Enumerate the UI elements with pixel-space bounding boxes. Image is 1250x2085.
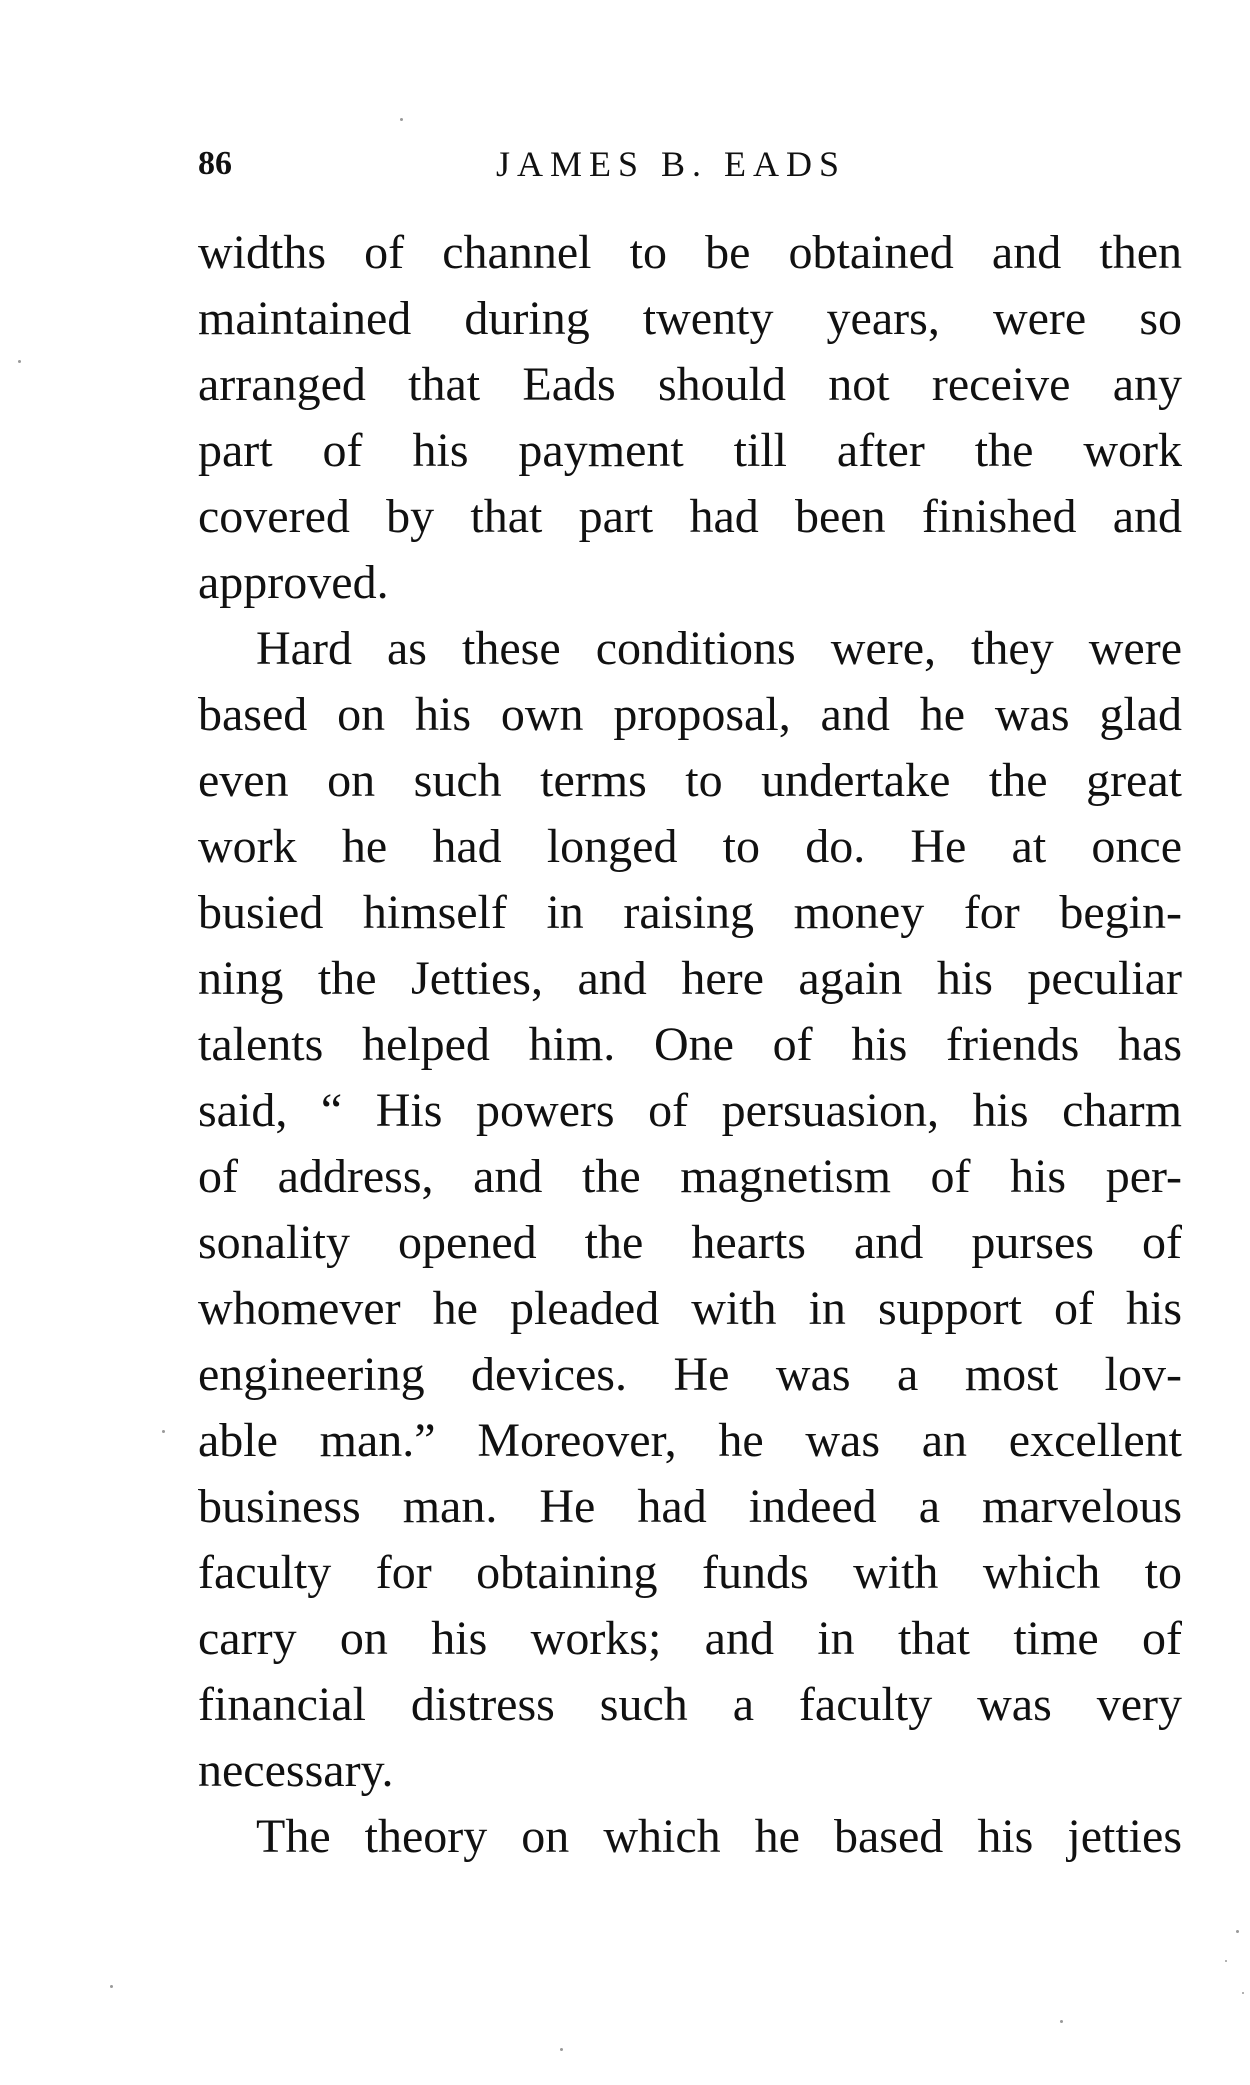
text-line: approved. xyxy=(198,556,389,609)
text-line: business man. He had indeed a marvelous xyxy=(198,1480,1182,1533)
text-line: faculty for obtaining funds with which to xyxy=(198,1546,1182,1599)
text-line: ning the Jetties, and here again his peculiar xyxy=(198,952,1182,1005)
scan-speck xyxy=(1242,1992,1244,1994)
text-line: The theory on which he based his jetties xyxy=(256,1810,1182,1863)
page-header xyxy=(198,140,1178,188)
body-text xyxy=(198,220,1182,1870)
text-line: sonality opened the hearts and purses of xyxy=(198,1216,1182,1269)
text-line: arranged that Eads should not receive any xyxy=(198,358,1182,411)
scan-speck xyxy=(110,1985,113,1988)
scan-speck xyxy=(1060,2020,1063,2023)
text-line: maintained during twenty years, were so xyxy=(198,292,1182,345)
text-line: work he had longed to do. He at once xyxy=(198,820,1182,873)
text-line: of address, and the magnetism of his per- xyxy=(198,1150,1182,1203)
scan-speck xyxy=(18,360,21,363)
text-line: covered by that part had been finished and xyxy=(198,490,1182,543)
paragraph-2 xyxy=(198,616,1182,1804)
text-line: financial distress such a faculty was very xyxy=(198,1678,1182,1731)
text-line: carry on his works; and in that time of xyxy=(198,1612,1182,1665)
scan-speck xyxy=(162,1430,165,1433)
paragraph-1 xyxy=(198,220,1182,616)
scan-speck xyxy=(1236,1930,1239,1933)
page-number: 86 xyxy=(198,145,232,182)
text-line: said, “ His powers of persuasion, his charm xyxy=(198,1084,1182,1137)
scan-speck xyxy=(1225,1960,1227,1962)
text-line: whomever he pleaded with in support of his xyxy=(198,1282,1182,1335)
text-line: Hard as these conditions were, they were xyxy=(256,622,1182,675)
text-line: talents helped him. One of his friends has xyxy=(198,1018,1182,1071)
running-title: JAMES B. EADS xyxy=(496,144,847,184)
text-line: able man.” Moreover, he was an excellent xyxy=(198,1414,1182,1467)
text-line: even on such terms to undertake the great xyxy=(198,754,1182,807)
text-line: busied himself in raising money for begin- xyxy=(198,886,1182,939)
text-line: widths of channel to be obtained and then xyxy=(198,226,1182,279)
text-line: engineering devices. He was a most lov- xyxy=(198,1348,1182,1401)
scan-speck xyxy=(400,118,403,121)
scan-speck xyxy=(560,2048,563,2051)
paragraph-3 xyxy=(198,1804,1182,1870)
text-line: based on his own proposal, and he was glad xyxy=(198,688,1182,741)
text-line: part of his payment till after the work xyxy=(198,424,1182,477)
text-line: necessary. xyxy=(198,1744,394,1797)
